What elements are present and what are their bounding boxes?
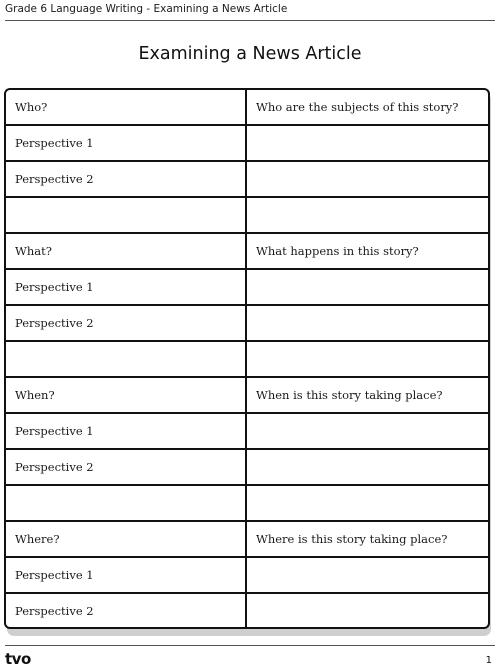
- row-label-cell: Perspective 2: [6, 306, 247, 340]
- row-label-cell: Perspective 2: [6, 450, 247, 484]
- answer-cell[interactable]: [247, 558, 488, 592]
- answer-cell[interactable]: [247, 162, 488, 196]
- answer-cell[interactable]: [247, 414, 488, 448]
- answer-cell[interactable]: [247, 126, 488, 160]
- row-label-cell: Perspective 1: [6, 126, 247, 160]
- answer-cell[interactable]: [247, 594, 488, 628]
- row-label-cell: Perspective 2: [6, 162, 247, 196]
- document-header: Grade 6 Language Writing - Examining a News Article: [5, 3, 288, 15]
- table-row: [6, 484, 488, 520]
- table-row: [6, 304, 488, 340]
- table-row: [6, 448, 488, 484]
- row-label-cell: Where?: [6, 522, 247, 556]
- tvo-logo: tvo: [5, 650, 31, 668]
- table-row: [6, 520, 488, 556]
- row-label-cell: When?: [6, 378, 247, 412]
- answer-cell[interactable]: [247, 270, 488, 304]
- table-row: [6, 340, 488, 376]
- row-label-cell: Perspective 1: [6, 558, 247, 592]
- page-number: 1: [485, 655, 492, 666]
- row-label-cell: Perspective 2: [6, 594, 247, 628]
- footer-divider: [5, 645, 495, 646]
- row-label-cell: Who?: [6, 90, 247, 124]
- answer-cell[interactable]: What happens in this story?: [256, 244, 419, 258]
- answer-cell[interactable]: [247, 486, 488, 520]
- table-row: [6, 90, 488, 124]
- row-label-cell[interactable]: [6, 486, 247, 520]
- table-row: [6, 196, 488, 232]
- table-row: [6, 232, 488, 268]
- table-row: [6, 124, 488, 160]
- answer-cell[interactable]: [247, 342, 488, 376]
- row-label-cell[interactable]: [6, 198, 247, 232]
- answer-cell[interactable]: Who are the subjects of this story?: [256, 100, 459, 114]
- answer-cell[interactable]: [247, 306, 488, 340]
- row-label-cell[interactable]: [6, 342, 247, 376]
- table-row: [6, 376, 488, 412]
- row-label-cell: Perspective 1: [6, 270, 247, 304]
- answer-cell[interactable]: [247, 450, 488, 484]
- table-row: [6, 268, 488, 304]
- header-divider: [5, 20, 495, 21]
- row-label-cell: What?: [6, 234, 247, 268]
- table-row: [6, 160, 488, 196]
- table-row: [6, 592, 488, 628]
- page-title: Examining a News Article: [138, 44, 362, 64]
- answer-cell[interactable]: When is this story taking place?: [256, 388, 443, 402]
- answer-cell[interactable]: Where is this story taking place?: [256, 532, 448, 546]
- row-label-cell: Perspective 1: [6, 414, 247, 448]
- table-row: [6, 556, 488, 592]
- worksheet-table: [4, 88, 490, 629]
- answer-cell[interactable]: [247, 198, 488, 232]
- table-row: [6, 412, 488, 448]
